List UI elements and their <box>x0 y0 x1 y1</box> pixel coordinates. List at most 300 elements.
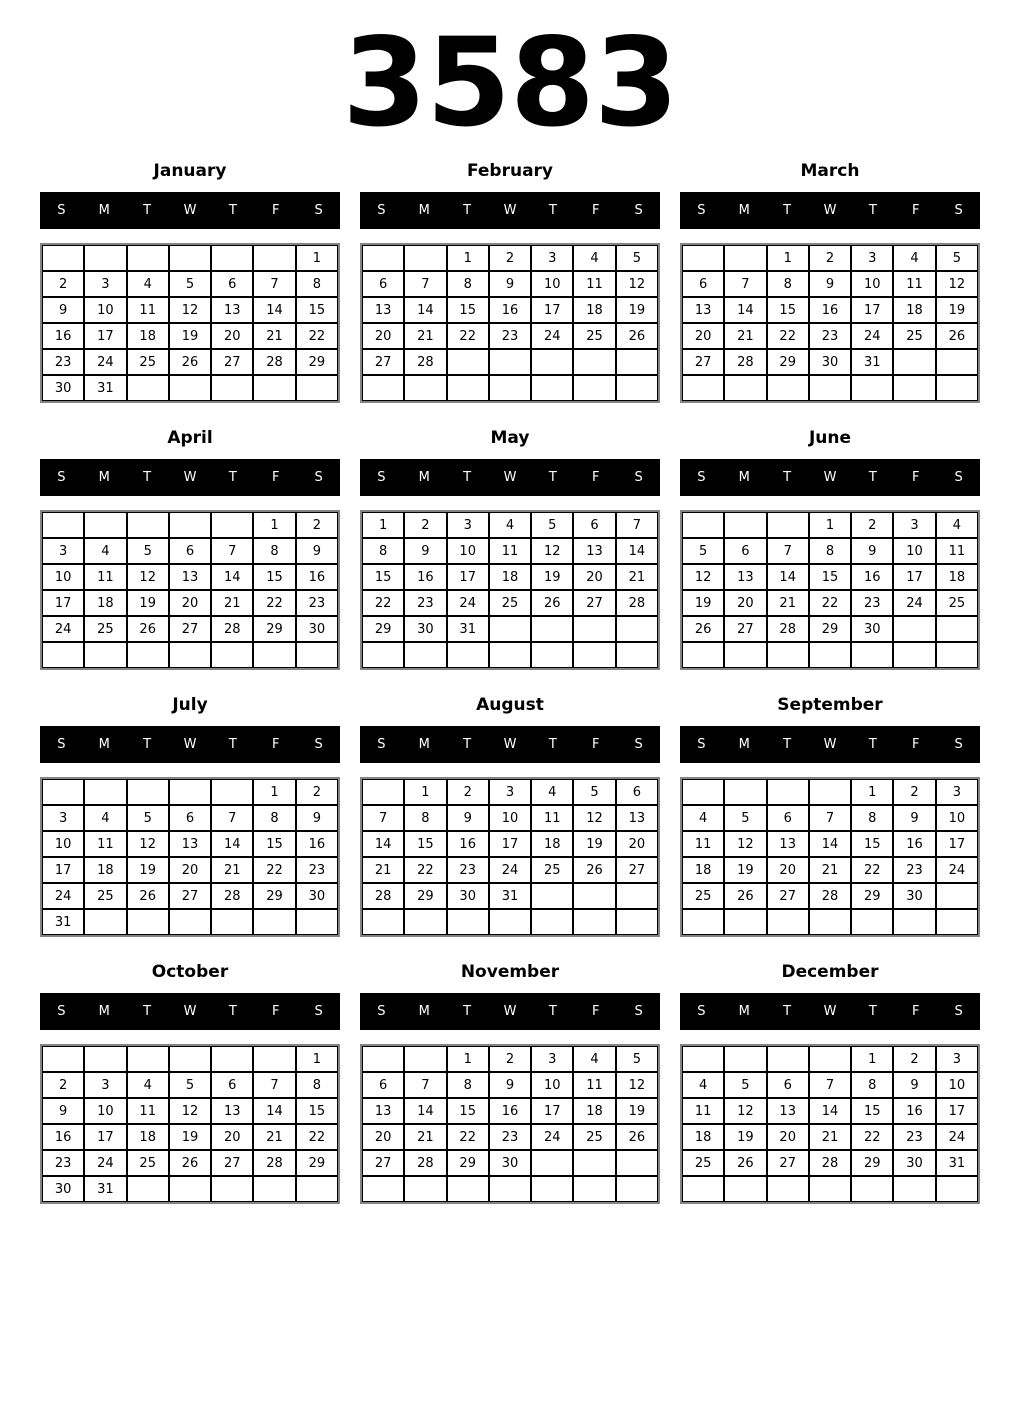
day-cell: 25 <box>682 1150 724 1176</box>
weekday-label: M <box>738 1004 750 1019</box>
day-cell: 26 <box>169 349 211 375</box>
day-cell: 9 <box>42 297 84 323</box>
day-cell: 5 <box>724 805 766 831</box>
day-cell: 22 <box>253 857 295 883</box>
empty-day-cell <box>724 245 766 271</box>
day-cell: 7 <box>809 805 851 831</box>
weekday-label: T <box>463 737 472 752</box>
day-cell: 21 <box>616 564 658 590</box>
empty-day-cell <box>724 512 766 538</box>
day-cell: 10 <box>893 538 935 564</box>
week-row <box>682 1176 978 1202</box>
week-row <box>42 1046 338 1072</box>
day-cell: 19 <box>936 297 978 323</box>
empty-day-cell <box>616 616 658 642</box>
weekday-header-row <box>360 993 660 1030</box>
weekday-header-row <box>680 192 980 229</box>
weekday-label: T <box>228 470 237 485</box>
day-cell: 9 <box>296 538 338 564</box>
weekday-label: S <box>57 1004 66 1019</box>
empty-day-cell <box>893 642 935 668</box>
weekday-label: T <box>143 737 152 752</box>
day-cell: 17 <box>531 297 573 323</box>
week-row <box>362 1046 658 1072</box>
day-cell: 26 <box>936 323 978 349</box>
day-cell: 19 <box>616 297 658 323</box>
day-cell: 25 <box>127 349 169 375</box>
weekday-label: T <box>868 1004 877 1019</box>
month-day-grid <box>680 243 980 403</box>
day-cell: 29 <box>404 883 446 909</box>
day-cell: 7 <box>362 805 404 831</box>
empty-day-cell <box>169 1176 211 1202</box>
day-cell: 24 <box>531 323 573 349</box>
empty-day-cell <box>127 375 169 401</box>
empty-day-cell <box>404 1046 446 1072</box>
week-row <box>362 271 658 297</box>
week-row <box>682 616 978 642</box>
day-cell: 30 <box>404 616 446 642</box>
day-cell: 25 <box>531 857 573 883</box>
week-row <box>362 297 658 323</box>
month-day-grid <box>680 777 980 937</box>
week-row <box>362 512 658 538</box>
day-cell: 23 <box>42 1150 84 1176</box>
month-block <box>40 160 340 403</box>
empty-day-cell <box>809 642 851 668</box>
empty-day-cell <box>573 909 615 935</box>
week-row <box>682 1098 978 1124</box>
day-cell: 2 <box>489 1046 531 1072</box>
weekday-label: W <box>503 737 517 752</box>
weekday-label: S <box>377 203 386 218</box>
day-cell: 2 <box>893 1046 935 1072</box>
day-cell: 28 <box>253 349 295 375</box>
day-cell: 7 <box>616 512 658 538</box>
day-cell: 7 <box>404 271 446 297</box>
day-cell: 3 <box>531 1046 573 1072</box>
day-cell: 17 <box>84 1124 126 1150</box>
week-row <box>42 642 338 668</box>
empty-day-cell <box>489 349 531 375</box>
empty-day-cell <box>851 642 893 668</box>
weekday-label: W <box>503 203 517 218</box>
empty-day-cell <box>573 616 615 642</box>
empty-day-cell <box>296 909 338 935</box>
empty-day-cell <box>531 909 573 935</box>
day-cell: 21 <box>724 323 766 349</box>
month-title: July <box>172 695 208 715</box>
weekday-header-row <box>40 726 340 763</box>
day-cell: 14 <box>404 1098 446 1124</box>
month-day-grid <box>360 510 660 670</box>
day-cell: 9 <box>893 805 935 831</box>
empty-day-cell <box>531 1150 573 1176</box>
week-row <box>682 349 978 375</box>
day-cell: 14 <box>253 1098 295 1124</box>
day-cell: 22 <box>809 590 851 616</box>
weekday-label: M <box>738 470 750 485</box>
day-cell: 10 <box>531 1072 573 1098</box>
day-cell: 16 <box>851 564 893 590</box>
day-cell: 5 <box>169 271 211 297</box>
weekday-label: T <box>143 203 152 218</box>
day-cell: 14 <box>362 831 404 857</box>
day-cell: 18 <box>489 564 531 590</box>
day-cell: 10 <box>531 271 573 297</box>
weekday-label: M <box>98 737 110 752</box>
empty-day-cell <box>489 1176 531 1202</box>
week-row <box>362 616 658 642</box>
day-cell: 24 <box>489 857 531 883</box>
day-cell: 8 <box>296 1072 338 1098</box>
day-cell: 19 <box>724 857 766 883</box>
day-cell: 10 <box>936 805 978 831</box>
week-row <box>362 642 658 668</box>
empty-day-cell <box>84 512 126 538</box>
day-cell: 8 <box>447 271 489 297</box>
week-row <box>682 564 978 590</box>
weekday-label: S <box>377 1004 386 1019</box>
day-cell: 3 <box>84 271 126 297</box>
day-cell: 8 <box>767 271 809 297</box>
day-cell: 31 <box>42 909 84 935</box>
week-row <box>682 909 978 935</box>
weekday-label: W <box>183 203 197 218</box>
weekday-label: T <box>783 1004 792 1019</box>
day-cell: 12 <box>616 1072 658 1098</box>
weekday-label: T <box>463 203 472 218</box>
empty-day-cell <box>127 779 169 805</box>
day-cell: 18 <box>936 564 978 590</box>
day-cell: 14 <box>404 297 446 323</box>
day-cell: 12 <box>936 271 978 297</box>
day-cell: 15 <box>296 297 338 323</box>
day-cell: 10 <box>447 538 489 564</box>
week-row <box>362 1124 658 1150</box>
empty-day-cell <box>573 349 615 375</box>
day-cell: 5 <box>573 779 615 805</box>
week-row <box>42 297 338 323</box>
day-cell: 11 <box>682 1098 724 1124</box>
empty-day-cell <box>893 375 935 401</box>
empty-day-cell <box>447 642 489 668</box>
day-cell: 1 <box>851 1046 893 1072</box>
weekday-label: T <box>228 1004 237 1019</box>
day-cell: 11 <box>531 805 573 831</box>
week-row <box>682 642 978 668</box>
day-cell: 12 <box>724 831 766 857</box>
weekday-label: W <box>183 470 197 485</box>
weekday-label: M <box>418 737 430 752</box>
day-cell: 13 <box>211 1098 253 1124</box>
day-cell: 20 <box>362 1124 404 1150</box>
weekday-label: M <box>98 470 110 485</box>
empty-day-cell <box>573 883 615 909</box>
day-cell: 5 <box>531 512 573 538</box>
day-cell: 7 <box>253 1072 295 1098</box>
day-cell: 30 <box>851 616 893 642</box>
week-row <box>682 831 978 857</box>
day-cell: 27 <box>682 349 724 375</box>
weekday-label: S <box>377 470 386 485</box>
empty-day-cell <box>211 1046 253 1072</box>
day-cell: 20 <box>362 323 404 349</box>
weekday-label: W <box>823 737 837 752</box>
day-cell: 27 <box>767 883 809 909</box>
month-block <box>40 694 340 937</box>
week-row <box>682 1150 978 1176</box>
day-cell: 17 <box>42 590 84 616</box>
day-cell: 19 <box>531 564 573 590</box>
weekday-label: F <box>271 1004 280 1019</box>
day-cell: 23 <box>296 590 338 616</box>
day-cell: 2 <box>489 245 531 271</box>
empty-day-cell <box>851 1176 893 1202</box>
day-cell: 21 <box>253 1124 295 1150</box>
day-cell: 2 <box>447 779 489 805</box>
day-cell: 23 <box>447 857 489 883</box>
day-cell: 28 <box>362 883 404 909</box>
day-cell: 24 <box>84 1150 126 1176</box>
day-cell: 20 <box>616 831 658 857</box>
day-cell: 3 <box>851 245 893 271</box>
empty-day-cell <box>253 1046 295 1072</box>
month-title: March <box>800 161 860 181</box>
week-row <box>42 883 338 909</box>
day-cell: 25 <box>573 1124 615 1150</box>
empty-day-cell <box>211 642 253 668</box>
day-cell: 18 <box>893 297 935 323</box>
empty-day-cell <box>211 779 253 805</box>
empty-day-cell <box>253 245 295 271</box>
empty-day-cell <box>447 349 489 375</box>
week-row <box>42 564 338 590</box>
empty-day-cell <box>211 909 253 935</box>
day-cell: 16 <box>296 831 338 857</box>
week-row <box>362 1150 658 1176</box>
day-cell: 1 <box>362 512 404 538</box>
week-row <box>42 590 338 616</box>
weekday-label: S <box>314 737 323 752</box>
month-day-grid <box>360 243 660 403</box>
day-cell: 21 <box>404 323 446 349</box>
day-cell: 21 <box>404 1124 446 1150</box>
month-day-grid <box>40 1044 340 1204</box>
day-cell: 24 <box>893 590 935 616</box>
day-cell: 19 <box>127 857 169 883</box>
empty-day-cell <box>682 1046 724 1072</box>
empty-day-cell <box>362 245 404 271</box>
week-row <box>362 857 658 883</box>
weekday-label: F <box>271 737 280 752</box>
month-day-grid <box>40 510 340 670</box>
day-cell: 6 <box>682 271 724 297</box>
day-cell: 19 <box>616 1098 658 1124</box>
day-cell: 8 <box>253 805 295 831</box>
day-cell: 26 <box>616 1124 658 1150</box>
day-cell: 1 <box>253 779 295 805</box>
weekday-label: F <box>911 1004 920 1019</box>
empty-day-cell <box>531 1176 573 1202</box>
day-cell: 1 <box>404 779 446 805</box>
empty-day-cell <box>362 909 404 935</box>
empty-day-cell <box>724 1046 766 1072</box>
week-row <box>682 245 978 271</box>
week-row <box>42 805 338 831</box>
day-cell: 2 <box>42 271 84 297</box>
month-title: February <box>466 161 554 181</box>
day-cell: 11 <box>84 831 126 857</box>
day-cell: 17 <box>447 564 489 590</box>
day-cell: 17 <box>531 1098 573 1124</box>
day-cell: 12 <box>682 564 724 590</box>
day-cell: 7 <box>767 538 809 564</box>
day-cell: 25 <box>84 883 126 909</box>
day-cell: 16 <box>809 297 851 323</box>
day-cell: 5 <box>127 538 169 564</box>
day-cell: 25 <box>127 1150 169 1176</box>
day-cell: 10 <box>851 271 893 297</box>
day-cell: 30 <box>809 349 851 375</box>
week-row <box>42 909 338 935</box>
day-cell: 2 <box>404 512 446 538</box>
month-day-grid <box>40 777 340 937</box>
day-cell: 10 <box>84 297 126 323</box>
day-cell: 21 <box>211 857 253 883</box>
day-cell: 11 <box>84 564 126 590</box>
empty-day-cell <box>362 779 404 805</box>
day-cell: 21 <box>253 323 295 349</box>
weekday-label: F <box>911 203 920 218</box>
day-cell: 8 <box>253 538 295 564</box>
day-cell: 1 <box>851 779 893 805</box>
empty-day-cell <box>809 375 851 401</box>
empty-day-cell <box>127 1046 169 1072</box>
empty-day-cell <box>362 1046 404 1072</box>
week-row <box>42 245 338 271</box>
day-cell: 15 <box>362 564 404 590</box>
weekday-label: T <box>463 470 472 485</box>
week-row <box>362 323 658 349</box>
week-row <box>362 349 658 375</box>
day-cell: 23 <box>809 323 851 349</box>
day-cell: 6 <box>767 805 809 831</box>
month-block <box>680 160 980 403</box>
day-cell: 9 <box>489 1072 531 1098</box>
month-block <box>680 961 980 1204</box>
empty-day-cell <box>616 375 658 401</box>
day-cell: 17 <box>936 831 978 857</box>
empty-day-cell <box>404 909 446 935</box>
month-title: August <box>476 695 544 715</box>
empty-day-cell <box>809 1176 851 1202</box>
day-cell: 12 <box>724 1098 766 1124</box>
weekday-label: T <box>783 203 792 218</box>
weekday-label: S <box>314 470 323 485</box>
week-row <box>362 564 658 590</box>
day-cell: 7 <box>809 1072 851 1098</box>
week-row <box>682 857 978 883</box>
day-cell: 24 <box>42 883 84 909</box>
week-row <box>42 349 338 375</box>
empty-day-cell <box>447 375 489 401</box>
weekday-label: S <box>634 1004 643 1019</box>
weekday-label: T <box>783 737 792 752</box>
day-cell: 11 <box>127 297 169 323</box>
week-row <box>42 538 338 564</box>
weekday-label: F <box>591 470 600 485</box>
month-day-grid <box>680 1044 980 1204</box>
day-cell: 29 <box>447 1150 489 1176</box>
empty-day-cell <box>84 245 126 271</box>
empty-day-cell <box>682 779 724 805</box>
day-cell: 4 <box>682 1072 724 1098</box>
day-cell: 28 <box>211 883 253 909</box>
empty-day-cell <box>682 512 724 538</box>
weekday-header-row <box>360 459 660 496</box>
day-cell: 6 <box>724 538 766 564</box>
day-cell: 3 <box>84 1072 126 1098</box>
empty-day-cell <box>42 642 84 668</box>
day-cell: 8 <box>809 538 851 564</box>
empty-day-cell <box>893 909 935 935</box>
empty-day-cell <box>169 909 211 935</box>
weekday-label: W <box>823 470 837 485</box>
empty-day-cell <box>767 375 809 401</box>
weekday-label: M <box>738 737 750 752</box>
week-row <box>362 1176 658 1202</box>
weekday-label: F <box>591 737 600 752</box>
empty-day-cell <box>851 375 893 401</box>
day-cell: 6 <box>573 512 615 538</box>
day-cell: 15 <box>447 297 489 323</box>
week-row <box>682 375 978 401</box>
day-cell: 6 <box>169 805 211 831</box>
day-cell: 16 <box>489 297 531 323</box>
day-cell: 27 <box>573 590 615 616</box>
month-block <box>40 961 340 1204</box>
day-cell: 11 <box>682 831 724 857</box>
weekday-label: S <box>954 203 963 218</box>
day-cell: 24 <box>447 590 489 616</box>
day-cell: 22 <box>296 323 338 349</box>
day-cell: 29 <box>253 616 295 642</box>
empty-day-cell <box>682 642 724 668</box>
week-row <box>42 1150 338 1176</box>
day-cell: 29 <box>362 616 404 642</box>
empty-day-cell <box>724 909 766 935</box>
day-cell: 8 <box>362 538 404 564</box>
day-cell: 14 <box>616 538 658 564</box>
day-cell: 6 <box>362 271 404 297</box>
day-cell: 11 <box>573 271 615 297</box>
day-cell: 26 <box>531 590 573 616</box>
day-cell: 2 <box>296 512 338 538</box>
weekday-label: T <box>548 737 557 752</box>
day-cell: 4 <box>531 779 573 805</box>
weekday-label: S <box>697 1004 706 1019</box>
day-cell: 7 <box>253 271 295 297</box>
week-row <box>682 323 978 349</box>
day-cell: 24 <box>936 857 978 883</box>
weekday-label: S <box>697 470 706 485</box>
day-cell: 13 <box>724 564 766 590</box>
empty-day-cell <box>127 1176 169 1202</box>
day-cell: 26 <box>616 323 658 349</box>
day-cell: 5 <box>169 1072 211 1098</box>
day-cell: 13 <box>211 297 253 323</box>
